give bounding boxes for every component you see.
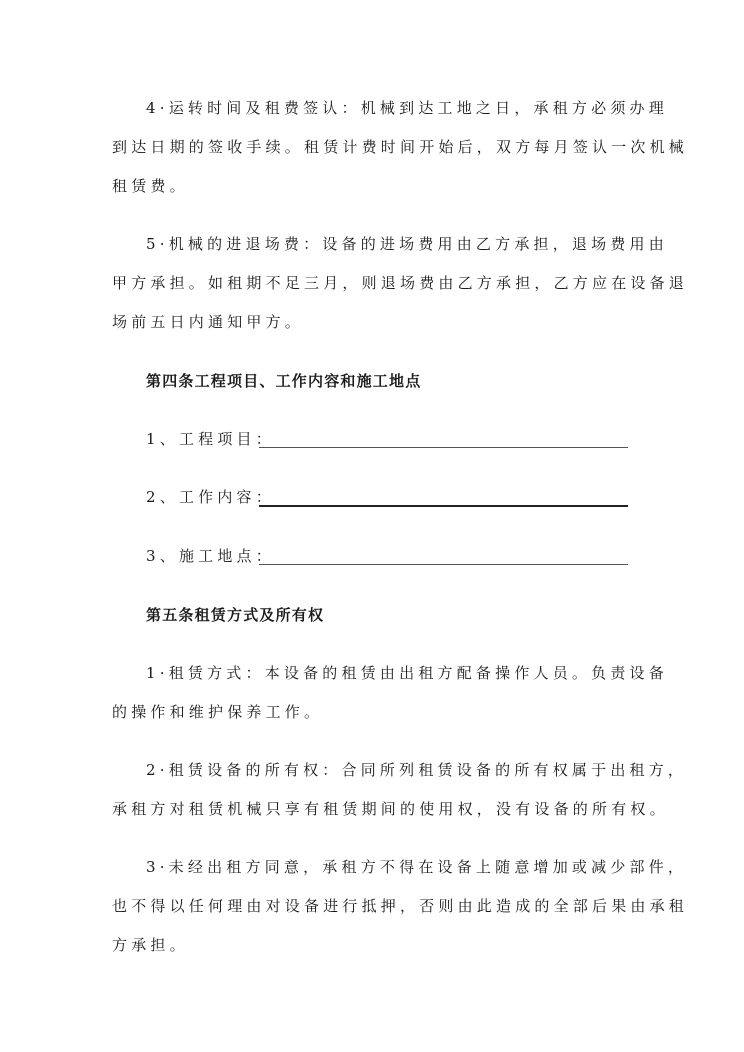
paragraph-line: 2·租赁设备的所有权：合同所列租赁设备的所有权属于出租方， [146,761,688,779]
paragraph-line: 5·机械的进退场费：设备的进场费用由乙方承担，退场费用由 [146,235,668,253]
paragraph-line: 场前五日内通知甲方。 [112,313,305,331]
paragraph-line: 也不得以任何理由对设备进行抵押，否则由此造成的全部后果由承租 [112,897,689,915]
clause-4-heading: 第四条工程项目、工作内容和施工地点 [146,372,422,390]
clause-5-heading: 第五条租赁方式及所有权 [146,606,325,624]
fill-in-blank-line[interactable] [259,564,628,565]
paragraph-line: 租赁费。 [112,177,189,195]
paragraph-line: 3·未经出租方同意，承租方不得在设备上随意增加或减少部件， [146,858,688,876]
paragraph-line: 到达日期的签收手续。租赁计费时间开始后，双方每月签认一次机械 [112,138,689,156]
paragraph-line: 承租方对租赁机械只享有租赁期间的使用权，没有设备的所有权。 [112,800,669,818]
paragraph-line: 的操作和维护保养工作。 [112,703,324,721]
paragraph-line: 4·运转时间及租费签认：机械到达工地之日，承租方必须办理 [146,99,668,117]
fill-in-blank-line[interactable] [259,447,628,448]
field-project-name [146,429,628,451]
field-label: 2、工作内容： [146,488,275,506]
fill-in-blank-line[interactable] [259,505,628,507]
paragraph-line: 甲方承担。如租期不足三月，则退场费由乙方承担，乙方应在设备退 [112,274,689,292]
paragraph-line: 1·租赁方式：本设备的租赁由出租方配备操作人员。负责设备 [146,664,668,682]
field-label: 3、施工地点： [146,547,275,565]
paragraph-line: 方承担。 [112,936,189,954]
field-work-content [146,487,628,509]
field-construction-site [146,546,628,568]
field-label: 1、工程项目： [146,430,275,448]
